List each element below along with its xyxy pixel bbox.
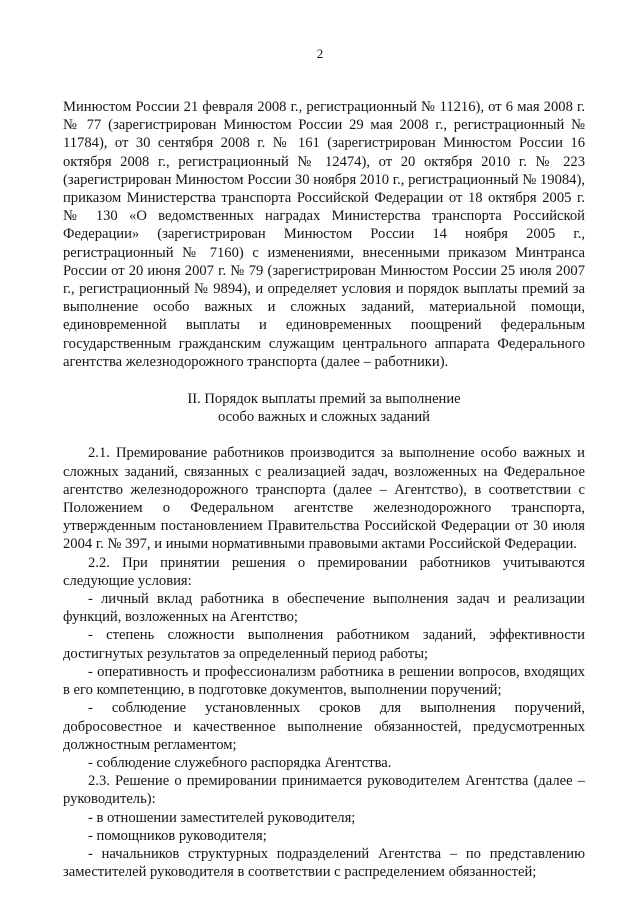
list-item: - помощников руководителя; xyxy=(88,827,267,844)
paragraph-2-1: 2.1. Премирование работников производится за выполнение особо важных и сложных заданий, связанных с реализацией задач, возложенных на Федеральное агентство железнодорожного транспорта (далее – Агентство), в соответствии с Положением о Федеральном агентстве железнодорожного транспорта, утвержденным постановлением Правительства Российской Федерации от 30 июля 2004 г. № 397, и иными нормативными правовыми актами Российской Федерации. xyxy=(63,445,585,553)
list-item: - соблюдение служебного распорядка Агентства. xyxy=(88,754,392,771)
list-item: - начальников структурных подразделений Агентства – по представлению заместителей руководителя в соответствии с распределением обязанностей; xyxy=(63,845,585,881)
list-item: - степень сложности выполнения работником заданий, эффективности достигнутых результатов за определенный период работы; xyxy=(63,627,585,662)
paragraph-2-3: 2.3. Решение о премировании принимается руководителем Агентства (далее – руководитель): xyxy=(63,773,585,808)
section-heading-line-2: особо важных и сложных заданий xyxy=(218,409,430,426)
intro-paragraph: Минюстом России 21 февраля 2008 г., регистрационный № 11216), от 6 мая 2008 г. № 77 (зарегистрирован Минюстом России 29 мая 2008 г., регистрационный № 11784), от 30 сентября 2008 г. № 161 (зарегистрирован Минюстом России 16 октября 2008 г., регистрационный № 12474), от 20 октября 2010 г. № 223 (зарегистрирован Минюстом России 30 ноября 2010 г., регистрационный № 19084), приказом Министерства транспорта Российской Федерации от 18 октября 2005 г. № 130 «О ведомственных наградах Министерства транспорта Российской Федерации» (зарегистрирован Минюстом России 14 ноября 2005 г., регистрационный № 7160) с изменениями, внесенными приказом Минтранса России от 20 июня 2007 г. № 79 (зарегистрирован Минюстом России 25 июля 2007 г., регистрационный № 9894), и определяет условия и порядок выплаты премий за выполнение особо важных и сложных заданий, материальной помощи, единовременной выплаты и единовременных поощрений федеральным государственным гражданским служащим центрального аппарата Федерального агентства железнодорожного транспорта (далее – работники). xyxy=(63,99,585,370)
section-heading-line-1: II. Порядок выплаты премий за выполнение xyxy=(187,391,461,408)
list-item: - личный вклад работника в обеспечение выполнения задач и реализации функций, возложенных на Агентство; xyxy=(63,591,585,626)
list-item: - соблюдение установленных сроков для выполнения поручений, добросовестное и качественное выполнение обязанностей, предусмотренных должностным регламентом; xyxy=(63,700,585,753)
page-number: 2 xyxy=(316,46,324,61)
paragraph-2-2: 2.2. При принятии решения о премировании работников учитываются следующие условия: xyxy=(63,554,585,589)
document-body xyxy=(63,98,585,881)
list-item: - в отношении заместителей руководителя; xyxy=(88,809,356,826)
list-item: - оперативность и профессионализм работника в решении вопросов, входящих в его компетенцию, в подготовке документов, выполнении поручений; xyxy=(63,663,585,699)
